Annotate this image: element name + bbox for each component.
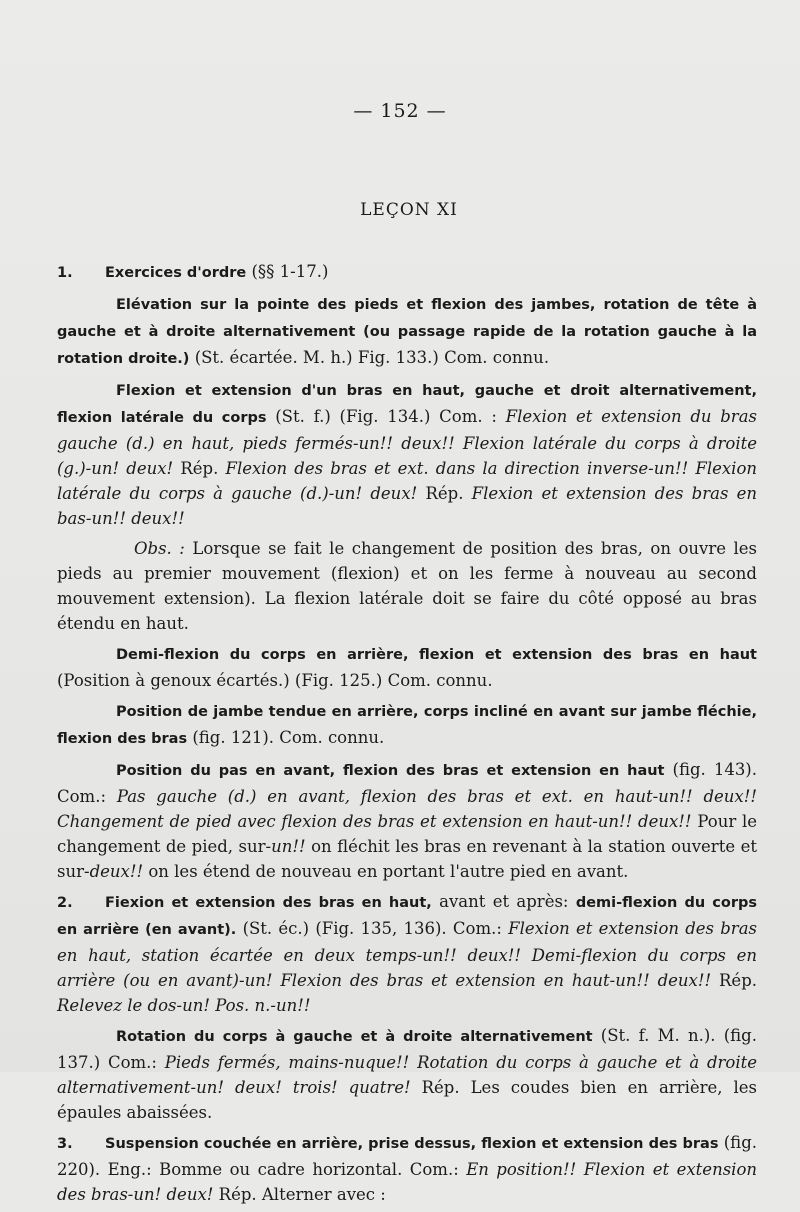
obs-label: Obs. : (134, 539, 185, 558)
section-2-paragraph (57, 889, 757, 1018)
paragraph (57, 757, 757, 884)
exercise-text: (Position à genoux écartés.) (Fig. 125.) Com. connu. (57, 671, 493, 690)
obs-text: Lorsque se fait le changement de position des bras, on ouvre les pieds au premier mouvement (flexion) et on les ferme à nouveau au second mouvement extension). La flexion latérale doit se faire du côté opposé au bras étendu en haut. (57, 539, 758, 633)
section-number: 1. (57, 265, 73, 281)
exercise-title: demi-flexion du corps en arrière (en avant). (57, 895, 757, 938)
exercise-text: (fig. 143). Com.: (57, 760, 757, 806)
exercise-text: Rép. (180, 459, 219, 478)
command-text: Flexion et extension des bras en bas-un!! deux!! (57, 484, 757, 528)
paragraph (57, 377, 757, 531)
section-1-heading (57, 259, 757, 286)
page-number: — 152 — (353, 100, 447, 122)
exercise-text: Rép. (425, 484, 464, 503)
section-title: Fiexion et extension des bras en haut, (105, 895, 432, 911)
command-text: Pas gauche (d.) en avant, flexion des bras et ext. en haut-un!! deux!! Changement de pied avec flexion des bras et extension en haut-un!! deux!! (57, 787, 757, 831)
exercise-title: Rotation du corps à gauche et à droite alternativement (116, 1029, 593, 1045)
section-3-paragraph (57, 1130, 757, 1207)
exercise-text: on les étend de nouveau en portant l'autre pied en avant. (148, 862, 629, 881)
exercise-text: (St. éc.) (Fig. 135, 136). Com.: (242, 919, 502, 938)
exercise-title: Elévation sur la pointe des pieds et flexion des jambes, rotation de tête à gauche et à droite alternativement (ou passage rapide de la rotation gauche à la rotation droite.) (57, 297, 757, 367)
command-text: deux!! (89, 862, 144, 881)
command-text: Relevez le dos-un! Pos. n.-un!! (57, 996, 311, 1015)
exercise-text: Rép. Alterner avec : (218, 1185, 386, 1204)
exercise-text: (St. f. M. n.). (fig. 137.) Com.: (57, 1026, 757, 1072)
exercise-text: Pour le changement de pied, sur- (57, 812, 757, 856)
exercise-title: Position du pas en avant, flexion des bras et extension en haut (116, 763, 665, 779)
section-title: Exercices d'ordre (105, 265, 247, 281)
lesson-title: LEÇON XI (360, 200, 458, 220)
observation-paragraph (57, 536, 757, 636)
exercise-title: Demi-flexion du corps en arrière, flexion et extension des bras en haut (116, 647, 757, 663)
exercise-text: Rép. (719, 971, 757, 990)
exercise-title: Flexion et extension d'un bras en haut, gauche et droit alternativement, flexion latérale du corps (57, 383, 757, 426)
command-text: Flexion et extension des bras en haut, station écartée en deux temps-un!! deux!! Demi-flexion du corps en arrière (ou en avant)-un! Flexion des bras et extension en haut-un!! deux!! (57, 919, 758, 990)
section-number: 2. (57, 895, 73, 911)
command-text: Flexion des bras et ext. dans la direction inverse-un!! Flexion latérale du corps à gauche (d.)-un! deux! (57, 459, 758, 503)
exercise-text: avant et après: (439, 892, 569, 911)
section-ref: (§§ 1-17.) (251, 262, 329, 281)
paragraph (57, 291, 757, 372)
command-text: un!! (271, 837, 306, 856)
exercise-title: Position de jambe tendue en arrière, corps incliné en avant sur jambe fléchie, flexion des bras (57, 704, 757, 747)
command-text: En position!! Flexion et extension des bras-un! deux! (57, 1160, 757, 1204)
exercise-text: on fléchit les bras en revenant à la station ouverte et sur- (57, 837, 757, 881)
section-title: Suspension couchée en arrière, prise dessus, flexion et extension des bras (105, 1136, 719, 1152)
exercise-text: (St. f.) (Fig. 134.) Com. : (275, 407, 497, 426)
paragraph (57, 1023, 757, 1125)
page-body (57, 259, 757, 1212)
command-text: Pieds fermés, mains-nuque!! Rotation du corps à gauche et à droite alternativement-un! deux! trois! quatre! (57, 1053, 757, 1097)
exercise-text: Rép. Les coudes bien en arrière, les épaules abaissées. (57, 1078, 758, 1122)
command-text: Flexion et extension du bras gauche (d.) en haut, pieds fermés-un!! deux!! Flexion latérale du corps à droite (g.)-un! deux! (57, 407, 757, 478)
paragraph (57, 641, 757, 693)
paragraph (57, 698, 757, 752)
exercise-text: (fig. 121). Com. connu. (192, 728, 385, 747)
exercise-text: (St. écartée. M. h.) Fig. 133.) Com. connu. (194, 348, 550, 367)
exercise-text: (fig. 220). Eng.: Bomme ou cadre horizontal. Com.: (57, 1133, 757, 1179)
section-number: 3. (57, 1136, 73, 1152)
